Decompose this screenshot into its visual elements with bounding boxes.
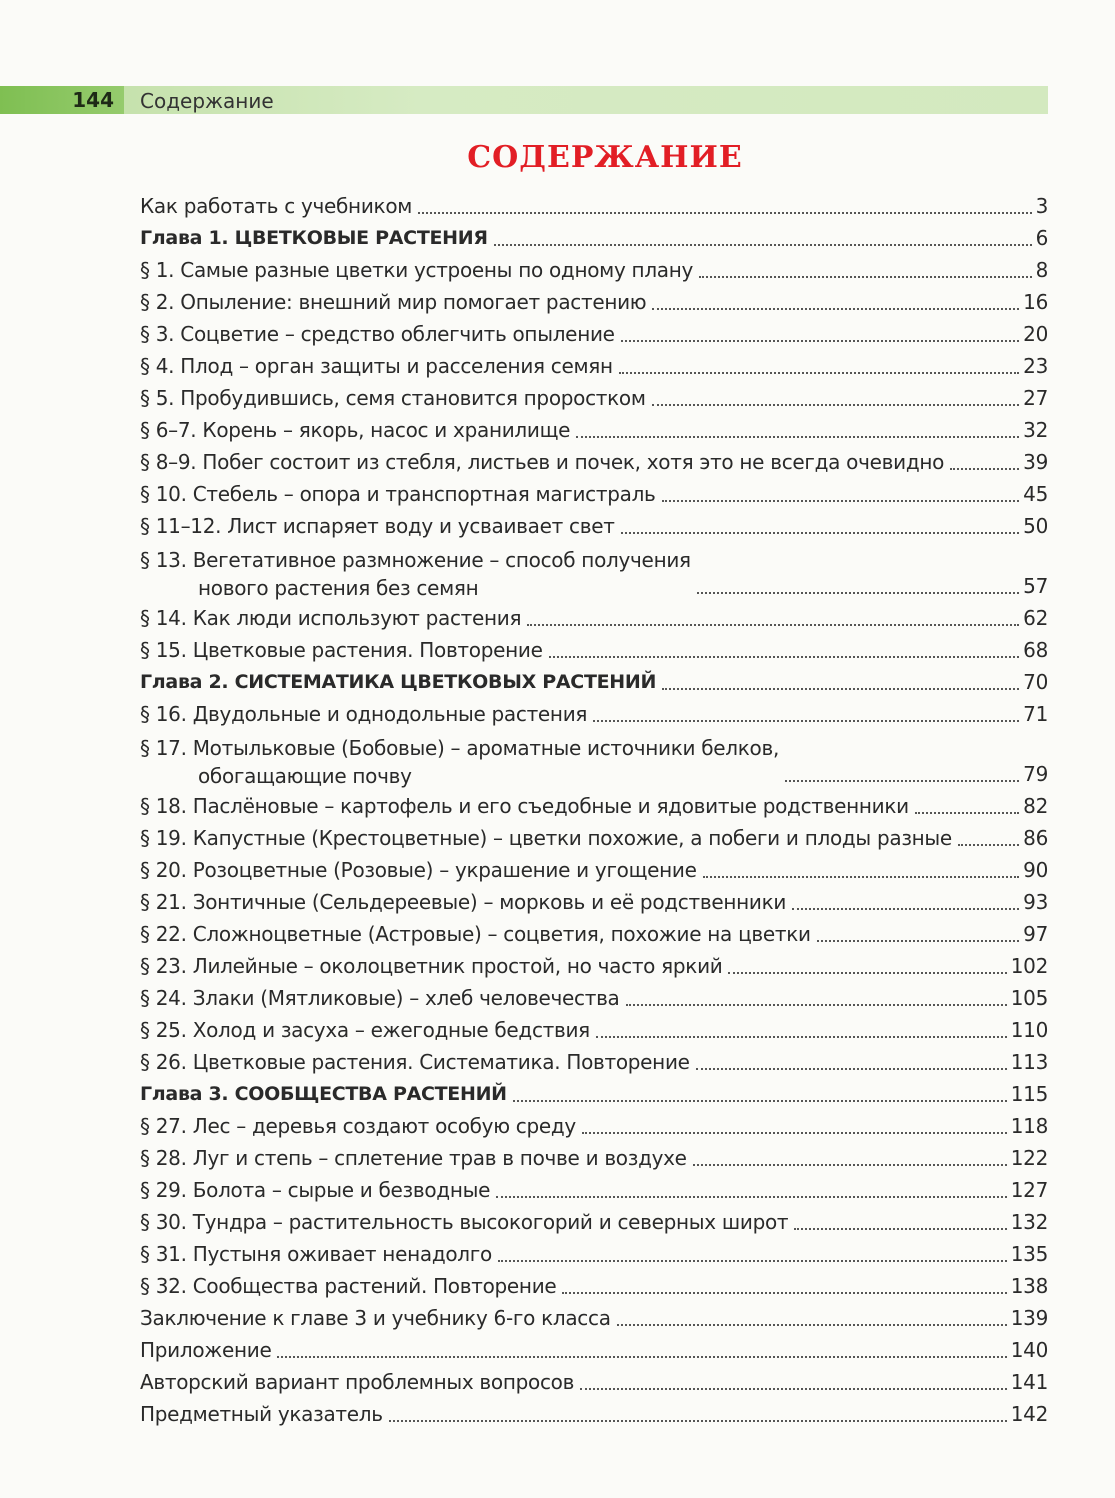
toc-entry[interactable] bbox=[140, 350, 1048, 382]
toc-entry-title: § 25. Холод и засуха – ежегодные бедствия bbox=[140, 1018, 590, 1042]
toc-entry-page: 141 bbox=[1010, 1370, 1048, 1394]
toc-entry-title: § 11–12. Лист испаряет воду и усваивает свет bbox=[140, 514, 615, 538]
toc-entry-title: § 32. Сообщества растений. Повторение bbox=[140, 1274, 557, 1298]
dot-leader bbox=[662, 500, 1020, 502]
toc-entry[interactable] bbox=[140, 1206, 1048, 1238]
toc-entry-title: Приложение bbox=[140, 1338, 272, 1362]
toc-entry-page: 135 bbox=[1010, 1242, 1048, 1266]
toc-entry[interactable] bbox=[140, 1334, 1048, 1366]
toc-entry-page: 102 bbox=[1010, 954, 1048, 978]
toc-entry-page: 70 bbox=[1023, 670, 1048, 694]
toc-entry-page: 140 bbox=[1010, 1338, 1048, 1362]
toc-entry[interactable] bbox=[140, 1302, 1048, 1334]
toc-entry-title: § 4. Плод – орган защиты и расселения семян bbox=[140, 354, 613, 378]
toc-entry-title: § 10. Стебель – опора и транспортная магистраль bbox=[140, 482, 656, 506]
toc-entry-title: § 19. Капустные (Крестоцветные) – цветки похожие, а побеги и плоды разные bbox=[140, 826, 952, 850]
toc-entry-page: 32 bbox=[1023, 418, 1048, 442]
toc-entry-title: § 27. Лес – деревья создают особую среду bbox=[140, 1114, 576, 1138]
toc-entry-page: 115 bbox=[1010, 1082, 1048, 1106]
toc-entry-title: § 22. Сложноцветные (Астровые) – соцветия, похожие на цветки bbox=[140, 922, 811, 946]
toc-entry-title: Заключение к главе 3 и учебнику 6-го класса bbox=[140, 1306, 611, 1330]
toc-entry-title: Предметный указатель bbox=[140, 1402, 383, 1426]
dot-leader bbox=[617, 1324, 1007, 1326]
dot-leader bbox=[652, 404, 1019, 406]
toc-entry[interactable] bbox=[140, 1398, 1048, 1430]
toc-entry-title: § 31. Пустыня оживает ненадолго bbox=[140, 1242, 492, 1266]
dot-leader bbox=[626, 1004, 1007, 1006]
toc-entry-page: 142 bbox=[1010, 1402, 1048, 1426]
toc-entry-page: 86 bbox=[1023, 826, 1048, 850]
toc-entry-page: 39 bbox=[1023, 450, 1048, 474]
toc-entry-page: 62 bbox=[1023, 606, 1048, 630]
toc-entry-title: § 8–9. Побег состоит из стебля, листьев и почек, хотя это не всегда очевидно bbox=[140, 450, 945, 474]
page-number: 144 bbox=[0, 86, 124, 114]
page-title: СОДЕРЖАНИЕ bbox=[467, 140, 743, 175]
toc-entry-title: § 2. Опыление: внешний мир помогает растению bbox=[140, 290, 647, 314]
toc-entry[interactable] bbox=[140, 190, 1048, 222]
toc-entry-page: 132 bbox=[1010, 1210, 1048, 1234]
toc-entry-title: § 26. Цветковые растения. Систематика. Повторение bbox=[140, 1050, 690, 1074]
dot-leader bbox=[418, 212, 1032, 214]
toc-entry-page: 105 bbox=[1010, 986, 1048, 1010]
dot-leader bbox=[915, 812, 1019, 814]
dot-leader bbox=[494, 244, 1032, 246]
toc-entry[interactable] bbox=[140, 1014, 1048, 1046]
toc-chapter-1[interactable] bbox=[140, 222, 1048, 254]
toc-entry-title: § 28. Луг и степь – сплетение трав в почве и воздухе bbox=[140, 1146, 687, 1170]
toc-entry-title: Как работать с учебником bbox=[140, 194, 413, 218]
toc-chapter-3[interactable] bbox=[140, 1078, 1048, 1110]
toc-entry[interactable] bbox=[140, 446, 1048, 478]
dot-leader bbox=[794, 1228, 1006, 1230]
toc-entry-page: 27 bbox=[1023, 386, 1048, 410]
toc-entry[interactable] bbox=[140, 730, 1048, 790]
toc-entry[interactable] bbox=[140, 1366, 1048, 1398]
toc-entry[interactable] bbox=[140, 886, 1048, 918]
toc-entry-page: 110 bbox=[1010, 1018, 1048, 1042]
toc-entry-page: 138 bbox=[1010, 1274, 1048, 1298]
toc-entry-title: § 30. Тундра – растительность высокогорий и северных широт bbox=[140, 1210, 789, 1234]
dot-leader bbox=[696, 1068, 1007, 1070]
dot-leader bbox=[817, 940, 1019, 942]
toc-entry-page: 97 bbox=[1023, 922, 1048, 946]
toc-entry-page: 79 bbox=[1023, 762, 1048, 786]
table-of-contents bbox=[140, 190, 1048, 1430]
toc-entry[interactable] bbox=[140, 698, 1048, 730]
dot-leader bbox=[693, 1164, 1007, 1166]
toc-entry-title bbox=[140, 734, 779, 790]
dot-leader bbox=[728, 972, 1006, 974]
toc-entry[interactable] bbox=[140, 822, 1048, 854]
toc-entry[interactable] bbox=[140, 318, 1048, 350]
toc-entry-page: 3 bbox=[1035, 194, 1048, 218]
dot-leader bbox=[496, 1196, 1007, 1198]
dot-leader bbox=[697, 592, 1019, 594]
dot-leader bbox=[792, 908, 1019, 910]
dot-leader bbox=[703, 876, 1020, 878]
toc-entry-page: 50 bbox=[1023, 514, 1048, 538]
dot-leader bbox=[596, 1036, 1007, 1038]
toc-entry[interactable] bbox=[140, 790, 1048, 822]
dot-leader bbox=[389, 1420, 1007, 1422]
toc-entry-title: § 5. Пробудившись, семя становится проростком bbox=[140, 386, 646, 410]
toc-entry[interactable] bbox=[140, 1046, 1048, 1078]
toc-entry[interactable] bbox=[140, 1174, 1048, 1206]
toc-entry-title: § 3. Соцветие – средство облегчить опыление bbox=[140, 322, 615, 346]
toc-entry[interactable] bbox=[140, 1142, 1048, 1174]
toc-entry-page: 6 bbox=[1035, 226, 1048, 250]
dot-leader bbox=[513, 1100, 1007, 1102]
toc-entry-title: § 24. Злаки (Мятликовые) – хлеб человечества bbox=[140, 986, 620, 1010]
dot-leader bbox=[498, 1260, 1007, 1262]
toc-entry[interactable] bbox=[140, 542, 1048, 602]
dot-leader bbox=[785, 780, 1019, 782]
toc-entry-page: 45 bbox=[1023, 482, 1048, 506]
toc-entry[interactable] bbox=[140, 1238, 1048, 1270]
toc-entry-title: § 1. Самые разные цветки устроены по одному плану bbox=[140, 258, 694, 282]
toc-entry[interactable] bbox=[140, 918, 1048, 950]
toc-entry-page: 16 bbox=[1023, 290, 1048, 314]
toc-entry-title: Авторский вариант проблемных вопросов bbox=[140, 1370, 575, 1394]
dot-leader bbox=[527, 624, 1019, 626]
toc-entry-title: § 21. Зонтичные (Сельдереевые) – морковь и её родственники bbox=[140, 890, 787, 914]
toc-entry-page: 20 bbox=[1023, 322, 1048, 346]
toc-entry[interactable] bbox=[140, 1110, 1048, 1142]
toc-entry-page: 127 bbox=[1010, 1178, 1048, 1202]
toc-entry-page: 71 bbox=[1023, 702, 1048, 726]
toc-entry[interactable] bbox=[140, 982, 1048, 1014]
toc-entry[interactable] bbox=[140, 602, 1048, 634]
toc-entry-title: § 6–7. Корень – якорь, насос и хранилище bbox=[140, 418, 571, 442]
dot-leader bbox=[950, 468, 1019, 470]
dot-leader bbox=[549, 656, 1020, 658]
dot-leader bbox=[958, 844, 1019, 846]
toc-entry-title bbox=[140, 546, 691, 602]
toc-entry-page: 93 bbox=[1023, 890, 1048, 914]
dot-leader bbox=[619, 372, 1019, 374]
toc-entry-title: Глава 2. СИСТЕМАТИКА ЦВЕТКОВЫХ РАСТЕНИЙ bbox=[140, 671, 657, 693]
toc-entry-line-1: § 13. Вегетативное размножение – способ получения bbox=[140, 548, 691, 572]
toc-entry-line-2: нового растения без семян bbox=[198, 576, 479, 600]
toc-entry-line-1: § 17. Мотыльковые (Бобовые) – ароматные источники белков, bbox=[140, 736, 780, 760]
dot-leader bbox=[621, 532, 1020, 534]
toc-entry[interactable] bbox=[140, 286, 1048, 318]
toc-entry-title: § 18. Паслёновые – картофель и его съедобные и ядовитые родственники bbox=[140, 794, 909, 818]
toc-entry-page: 113 bbox=[1010, 1050, 1048, 1074]
toc-entry[interactable] bbox=[140, 414, 1048, 446]
toc-entry-page: 8 bbox=[1035, 258, 1048, 282]
dot-leader bbox=[277, 1356, 1006, 1358]
toc-entry-page: 23 bbox=[1023, 354, 1048, 378]
dot-leader bbox=[652, 308, 1019, 310]
toc-entry-title: § 15. Цветковые растения. Повторение bbox=[140, 638, 543, 662]
toc-entry[interactable] bbox=[140, 254, 1048, 286]
toc-entry[interactable] bbox=[140, 634, 1048, 666]
toc-entry-page: 57 bbox=[1023, 574, 1048, 598]
toc-entry-title: § 23. Лилейные – околоцветник простой, но часто яркий bbox=[140, 954, 723, 978]
dot-leader bbox=[699, 276, 1031, 278]
toc-entry[interactable] bbox=[140, 382, 1048, 414]
dot-leader bbox=[562, 1292, 1006, 1294]
dot-leader bbox=[582, 1132, 1007, 1134]
toc-entry-title: § 20. Розоцветные (Розовые) – украшение и угощение bbox=[140, 858, 697, 882]
dot-leader bbox=[580, 1388, 1007, 1390]
toc-entry-title: § 16. Двудольные и однодольные растения bbox=[140, 702, 588, 726]
toc-entry-line-2: обогащающие почву bbox=[198, 764, 412, 788]
running-title: Содержание bbox=[140, 89, 274, 113]
toc-entry-title: § 29. Болота – сырые и безводные bbox=[140, 1178, 491, 1202]
dot-leader bbox=[662, 688, 1019, 690]
toc-entry-page: 139 bbox=[1010, 1306, 1048, 1330]
toc-entry[interactable] bbox=[140, 854, 1048, 886]
toc-entry[interactable] bbox=[140, 510, 1048, 542]
toc-entry-page: 122 bbox=[1010, 1146, 1048, 1170]
dot-leader bbox=[593, 720, 1019, 722]
toc-entry[interactable] bbox=[140, 1270, 1048, 1302]
dot-leader bbox=[576, 436, 1019, 438]
toc-entry[interactable] bbox=[140, 950, 1048, 982]
toc-entry-page: 118 bbox=[1010, 1114, 1048, 1138]
toc-chapter-2[interactable] bbox=[140, 666, 1048, 698]
toc-entry-page: 68 bbox=[1023, 638, 1048, 662]
toc-entry-page: 82 bbox=[1023, 794, 1048, 818]
toc-entry[interactable] bbox=[140, 478, 1048, 510]
toc-entry-title: Глава 1. ЦВЕТКОВЫЕ РАСТЕНИЯ bbox=[140, 227, 488, 249]
toc-entry-page: 90 bbox=[1023, 858, 1048, 882]
toc-entry-title: Глава 3. СООБЩЕСТВА РАСТЕНИЙ bbox=[140, 1083, 507, 1105]
dot-leader bbox=[621, 340, 1019, 342]
toc-entry-title: § 14. Как люди используют растения bbox=[140, 606, 522, 630]
